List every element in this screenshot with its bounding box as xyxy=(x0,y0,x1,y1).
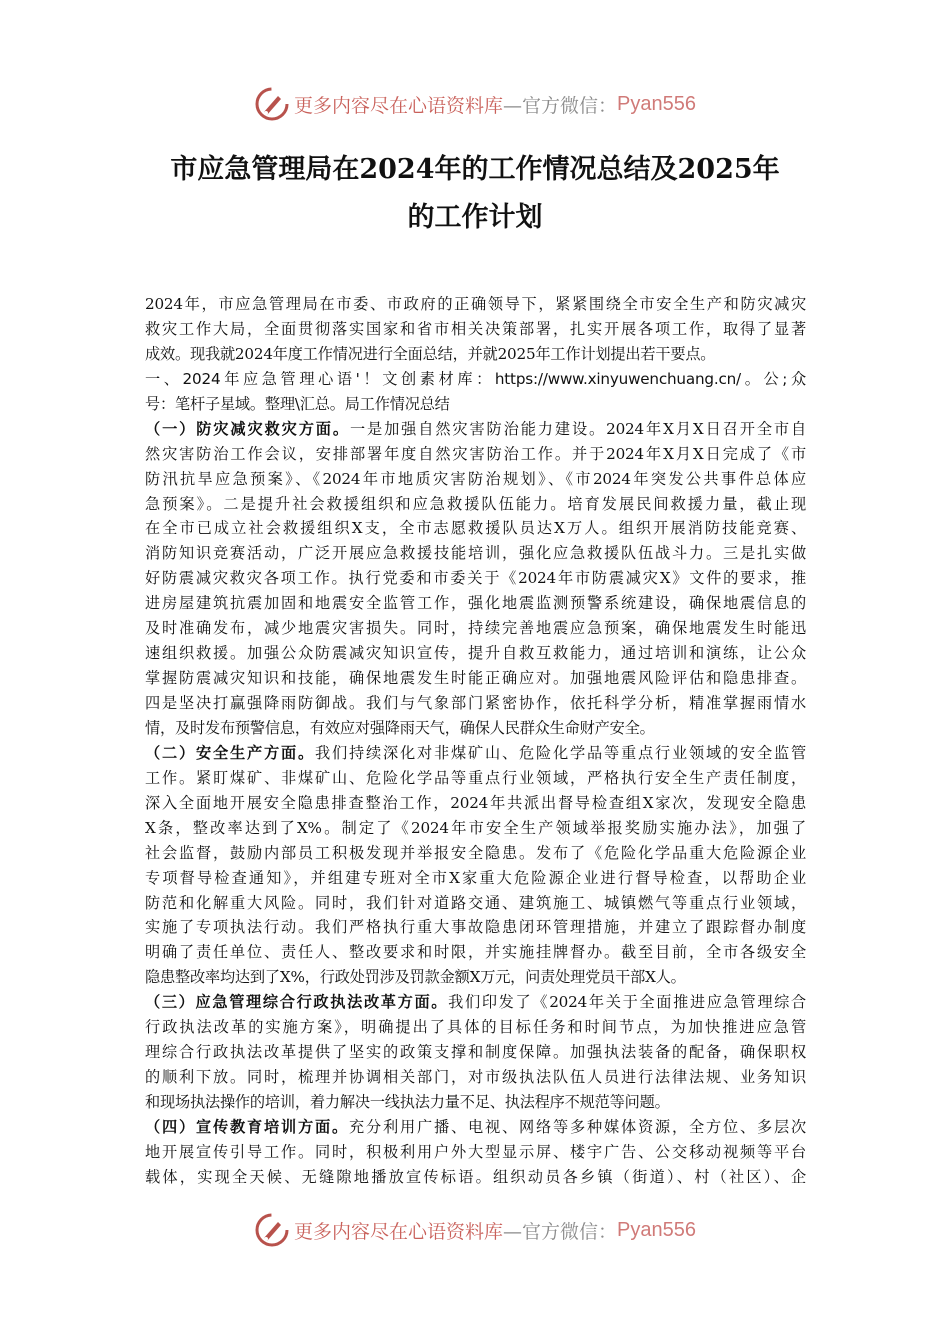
line-text: 实施了专项执法行动。我们严格执行重大事故隐患闭环管理措施，并建立了跟踪督办制度 xyxy=(145,918,806,937)
line-text: 防汛抗旱应急预案》、《2024年市地质灾害防治规划》、《市2024年突发公共事件总体应 xyxy=(145,469,806,488)
line-text: 专项督导检查通知》，并组建专班对全市X家重大危险源企业进行督导检查，以帮助企业 xyxy=(145,868,806,887)
document-title-line-1: 市应急管理局在2024年的工作情况总结及2025年 xyxy=(170,154,780,185)
text-line xyxy=(145,1040,806,1065)
line-text: 进房屋建筑抗震加固和地震安全监管工作，强化地震监测预警系统建设，确保地震信息的 xyxy=(145,594,806,613)
text-line xyxy=(145,1090,806,1115)
watermark-separator: —官方微信： xyxy=(503,1220,618,1243)
line-text: X条，整改率达到了X%。制定了《2024年市安全生产领域举报奖励实施办法》，加强了 xyxy=(145,818,806,837)
text-line xyxy=(145,1115,806,1140)
header-watermark xyxy=(0,84,950,124)
text-line xyxy=(145,791,806,816)
line-text: 救灾工作大局，全面贯彻落实国家和省市相关决策部署，扎实开展各项工作，取得了显著 xyxy=(145,319,806,338)
line-text: 一是加强自然灾害防治能力建设。2024年X月X日召开全市自 xyxy=(349,419,806,438)
subsection-heading: （二）安全生产方面。 xyxy=(145,743,315,762)
text-line xyxy=(145,591,806,616)
text-line xyxy=(145,866,806,891)
line-text: 隐患整改率均达到了X%，行政处罚涉及罚款金额X万元，问责处理党员干部X人。 xyxy=(145,968,686,987)
line-text: 在全市已成立社会救援组织X支，全市志愿救援队员达X万人。组织开展消防技能竞赛、 xyxy=(145,519,806,538)
line-text: 明确了责任单位、责任人、整改要求和时限，并实施挂牌督办。截至目前，全市各级安全 xyxy=(145,943,806,962)
text-line xyxy=(145,641,806,666)
text-line xyxy=(145,691,806,716)
document-title-line-2: 的工作计划 xyxy=(407,202,543,233)
section-heading-line xyxy=(145,367,806,392)
line-text: 的顺利下放。同时，梳理并协调相关部门，对市级执法队伍人员进行法律法规、业务知识 xyxy=(145,1068,806,1087)
watermark-brand: 更多内容尽在心语资料库 xyxy=(294,94,504,117)
pen-logo-icon xyxy=(254,86,290,122)
subsection-heading: （三）应急管理综合行政执法改革方面。 xyxy=(145,993,449,1012)
text-line xyxy=(145,816,806,841)
text-line xyxy=(145,965,806,990)
watermark-wechat-id: Pyan556 xyxy=(617,1218,696,1241)
line-text: 四是坚决打赢强降雨防御战。我们与气象部门紧密协作，依托科学分析，精准掌握雨情水 xyxy=(145,694,806,712)
line-text: 号：笔杆子星域。整理\汇总。局工作情况总结 xyxy=(145,394,450,413)
text-line xyxy=(145,891,806,916)
text-line xyxy=(145,566,806,591)
line-text: 工作。紧盯煤矿、非煤矿山、危险化学品等重点行业领域，严格执行安全生产责任制度， xyxy=(145,768,806,787)
line-text: 载体，实现全天候、无缝隙地播放宣传标语。组织动员各乡镇（街道）、村（社区）、企 xyxy=(145,1167,806,1186)
line-text: 理综合行政执法改革提供了坚实的政策支撑和制度保障。加强执法装备的配备，确保职权 xyxy=(145,1043,806,1062)
text-line xyxy=(145,1165,806,1190)
document-body xyxy=(145,292,806,1190)
line-text: 及时准确发布，减少地震灾害损失。同时，持续完善地震应急预案，确保地震发生时能迅 xyxy=(145,619,806,638)
line-text: 地开展宣传引导工作。同时，积极利用户外大型显示屏、楼宇广告、公交移动视频等平台 xyxy=(145,1142,806,1161)
watermark-wechat-id: Pyan556 xyxy=(617,92,696,115)
line-text: 我们持续深化对非煤矿山、危险化学品等重点行业领域的安全监管 xyxy=(315,743,806,762)
text-line xyxy=(145,1065,806,1090)
line-text: 急预案》。二是提升社会救援组织和应急救援队伍能力。培育发展民间救援力量，截止现 xyxy=(145,494,806,513)
line-text: 深入全面地开展安全隐患排查整治工作，2024年共派出督导检查组X家次，发现安全隐患 xyxy=(145,793,806,812)
subsection-heading: （四）宣传教育培训方面。 xyxy=(145,1117,349,1136)
text-line xyxy=(145,541,806,566)
text-line xyxy=(145,442,806,467)
line-text: 成效。现我就2024年度工作情况进行全面总结，并就2025年工作计划提出若干要点。 xyxy=(145,344,716,363)
text-line xyxy=(145,467,806,492)
line-text: 防范和化解重大风险。同时，我们针对道路交通、建筑施工、城镇燃气等重点行业领域， xyxy=(145,893,806,912)
footer-watermark xyxy=(0,1210,950,1250)
line-text: 社会监督，鼓励内部员工积极发现并举报安全隐患。发布了《危险化学品重大危险源企业 xyxy=(145,843,806,862)
watermark-brand: 更多内容尽在心语资料库 xyxy=(294,1220,504,1243)
text-line xyxy=(145,915,806,940)
line-text: 2024年，市应急管理局在市委、市政府的正确领导下，紧紧围绕全市安全生产和防灾减灾 xyxy=(145,295,806,313)
line-text: 一、2024年应急管理心语'！文创素材库：https://www.xinyuwenchuang.cn/。公;众 xyxy=(145,369,806,388)
text-line xyxy=(145,292,806,317)
line-text: 充分利用广播、电视、网络等多种媒体资源，全方位、多层次 xyxy=(349,1117,806,1136)
text-line xyxy=(145,766,806,791)
text-line xyxy=(145,990,806,1015)
text-line xyxy=(145,841,806,866)
section-heading-line xyxy=(145,392,806,417)
text-line xyxy=(145,516,806,541)
line-text: 我们印发了《2024年关于全面推进应急管理综合 xyxy=(448,993,806,1012)
line-text: 掌握防震减灾知识和技能，确保地震发生时能正确应对。加强地震风险评估和隐患排查。 xyxy=(145,669,806,688)
text-line xyxy=(145,317,806,342)
text-line xyxy=(145,940,806,965)
text-line xyxy=(145,741,806,766)
line-text: 行政执法改革的实施方案》，明确提出了具体的目标任务和时间节点，为加快推进应急管 xyxy=(145,1018,806,1037)
line-text: 好防震减灾救灾各项工作。执行党委和市委关于《2024年市防震减灾X》文件的要求，推 xyxy=(145,569,806,588)
text-line xyxy=(145,417,806,442)
subsection-heading: （一）防灾减灾救灾方面。 xyxy=(145,419,350,438)
line-text: 消防知识竞赛活动，广泛开展应急救援技能培训，强化应急救援队伍战斗力。三是扎实做 xyxy=(145,544,806,563)
text-line xyxy=(145,716,806,741)
text-line xyxy=(145,1140,806,1165)
pen-logo-icon xyxy=(254,1212,290,1248)
line-text: 速组织救援。加强公众防震减灾知识宣传，提升自救互救能力，通过培训和演练，让公众 xyxy=(145,644,806,663)
line-text: 和现场执法操作的培训，着力解决一线执法力量不足、执法程序不规范等问题。 xyxy=(145,1093,670,1111)
line-text: 情，及时发布预警信息，有效应对强降雨天气，确保人民群众生命财产安全。 xyxy=(145,718,655,737)
text-line xyxy=(145,342,806,367)
line-text: 然灾害防治工作会议，安排部署年度自然灾害防治工作。并于2024年X月X日完成了《市 xyxy=(145,444,806,463)
watermark-separator: —官方微信： xyxy=(503,94,618,117)
text-line xyxy=(145,1015,806,1040)
text-line xyxy=(145,492,806,517)
text-line xyxy=(145,666,806,691)
text-line xyxy=(145,616,806,641)
